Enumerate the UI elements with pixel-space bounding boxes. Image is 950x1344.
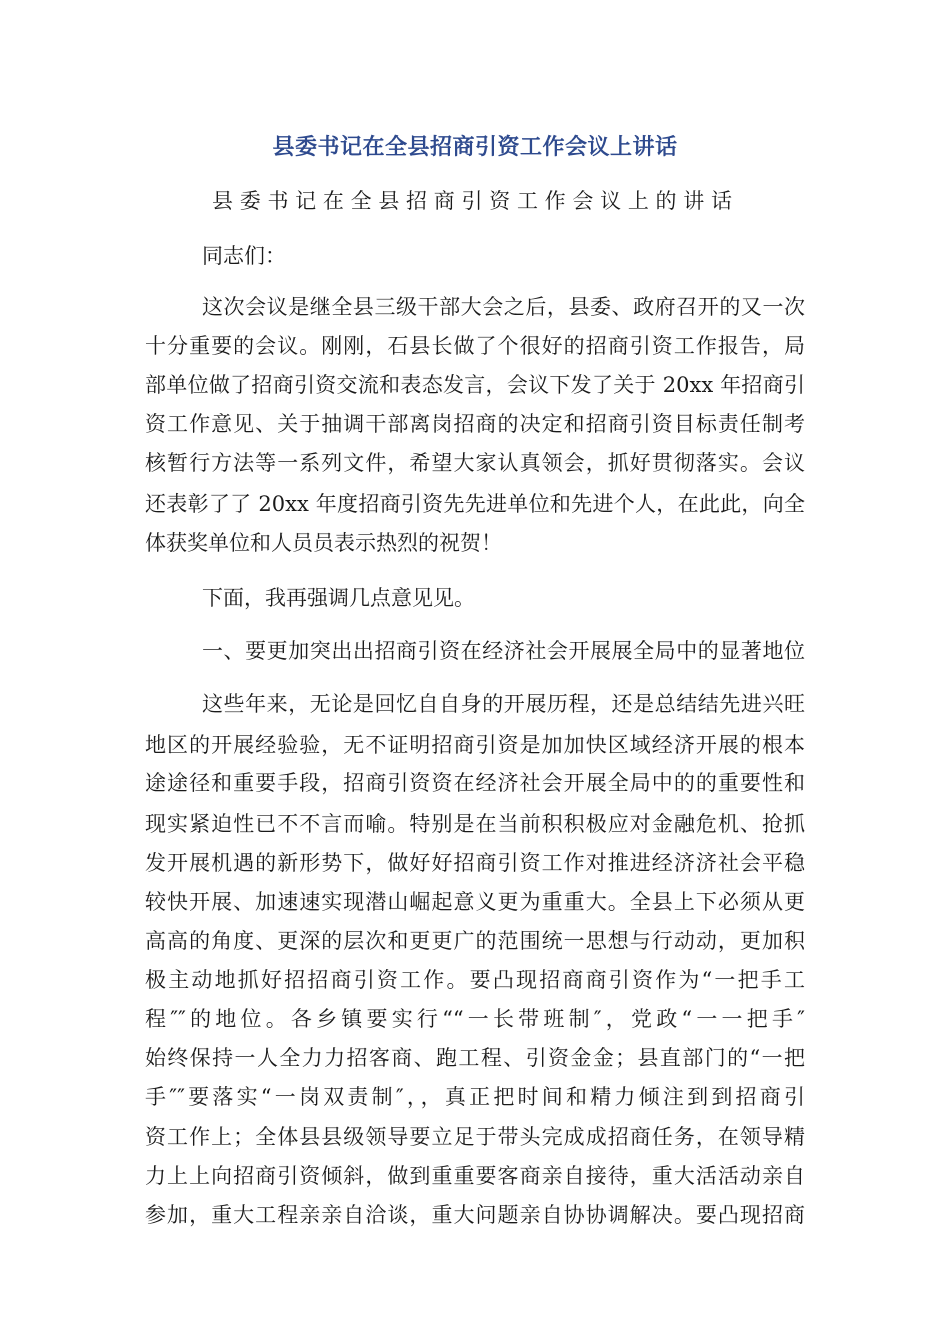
paragraph-line: 程″″的地位。各乡镇要实行““一长带班制″，党政“一一把手″ <box>145 1007 805 1031</box>
paragraph-line: 这些年来，无论是回忆自自身的开展历程，还是总结结先进兴旺 <box>202 692 805 716</box>
paragraph-line: 核暂行方法等一系列文件，希望大家认真领会，抓好贯彻落实。会议 <box>145 451 805 475</box>
paragraph-line: 发开展机遇的新形势下，做好好招商引资工作对推进经济济社会平稳 <box>145 851 805 875</box>
paragraph-line: 力上上向招商引资倾斜，做到重重要客商亲自接待，重大活活动亲自 <box>145 1164 805 1188</box>
paragraph-line: 极主动地抓好招招商引资工作。要凸现招商商引资作为“一把手工 <box>145 968 805 992</box>
paragraph-line: 体获奖单位和人员员表示热烈的祝贺！ <box>145 531 502 555</box>
paragraph-line: 手″″要落实“一岗双责制″，，真正把时间和精力倾注到到招商引 <box>145 1085 805 1109</box>
paragraph-line: 较快开展、加速速实现潜山崛起意义更为重重大。全县上下必须从更 <box>145 890 805 914</box>
paragraph-line: 途途径和重要手段，招商引资资在经济社会开展全局中的的重要性和 <box>145 771 805 795</box>
paragraph-line: 现实紧迫性已不不言而喻。特别是在当前积积极应对金融危机、抢抓 <box>145 812 805 836</box>
paragraph-line: 下面，我再强调几点意见见。 <box>202 586 475 610</box>
paragraph-line: 资工作意见、关于抽调干部离岗招商的决定和招商引资目标责任制考 <box>145 412 805 436</box>
paragraph-line: 这次会议是继全县三级干部大会之后，县委、政府召开的又一次 <box>202 295 805 319</box>
paragraph-line: 高高的角度、更深的层次和更更广的范围统一思想与行动动，更加积 <box>145 929 805 953</box>
section-heading: 一、要更加突出出招商引资在经济社会开展展全局中的显著地位 <box>202 639 805 663</box>
document-subtitle: 县委书记在全县招商引资工作会议上的讲话 <box>212 189 732 213</box>
salutation: 同志们： <box>202 244 286 268</box>
paragraph-line: 地区的开展经验验，无不证明招商引资是加加快区域经济开展的根本 <box>145 733 805 757</box>
paragraph-line: 还表彰了了 20xx 年度招商引资先先进单位和先进个人，在此此，向全 <box>145 492 805 516</box>
document-title: 县委书记在全县招商引资工作会议上讲话 <box>272 135 678 160</box>
paragraph-line: 十分重要的会议。刚刚，石县长做了个很好的招商引资工作报告，局 <box>145 334 805 358</box>
paragraph-line: 始终保持一人全力力招客商、跑工程、引资金金；县直部门的“一把 <box>145 1046 805 1070</box>
paragraph-line: 参加，重大工程亲亲自洽谈，重大问题亲自协协调解决。要凸现招商 <box>145 1203 805 1227</box>
paragraph-line: 部单位做了招商引资交流和表态发言，会议下发了关于 20xx 年招商引 <box>145 373 805 397</box>
paragraph-line: 资工作上；全体县县级领导要立足于带头完成成招商任务，在领导精 <box>145 1125 805 1149</box>
